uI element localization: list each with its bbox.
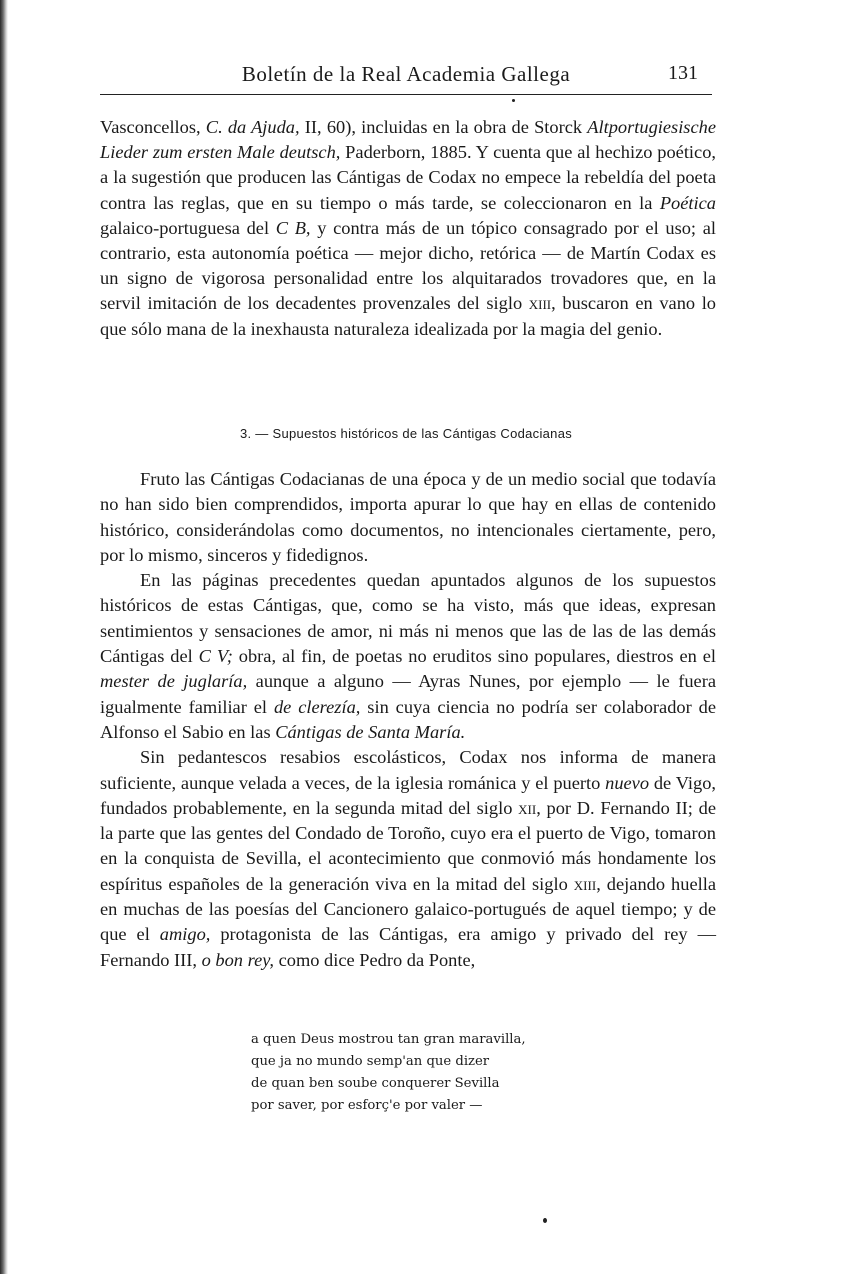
text-run: protagonista de las Cántigas, era amigo y privado del rey — Fernando III,	[100, 924, 716, 970]
italic-run: C V;	[198, 646, 233, 667]
paragraph-2	[100, 568, 716, 745]
paragraph-1: Fruto las Cántigas Codacianas de una época y de un medio social que todavía no han sido bien comprendidos, importa apurar lo que hay en ellas de contenido histórico, considerándolas como documentos, no intencionales ciertamente, pero, por lo mismo, sinceros y fidedignos.	[100, 469, 716, 565]
section-body	[100, 467, 716, 973]
italic-run: o bon rey,	[201, 949, 274, 970]
print-speck	[543, 1218, 547, 1223]
text-run: II, 60), incluidas en la obra de Storck	[299, 117, 588, 137]
text-run: de Vigo, fundados probablemente, en la segunda mitad del siglo	[100, 772, 716, 818]
smallcaps-run: xiii	[573, 873, 597, 894]
italic-run: amigo,	[159, 924, 211, 945]
smallcaps-run: xiii	[528, 293, 552, 314]
italic-run: de clerezía,	[273, 696, 361, 717]
text-run: obra, al fin, de poetas no eruditos sino populares, diestros en el	[232, 646, 717, 667]
section-heading: 3. — Supuestos históricos de las Cántigas Codacianas	[239, 426, 573, 441]
verse-line: de quan ben soube conquerer Sevilla	[251, 1076, 500, 1091]
journal-title: Boletín de la Real Academia Gallega	[241, 62, 571, 86]
text-run: En las páginas precedentes quedan apuntados algunos de los supuestos históricos de estas Cántigas, que, como se ha visto, más que ideas, expresan sentimientos y sensaciones de amor, ni más ni menos que las de las de las demás Cántigas del	[100, 570, 716, 667]
verse-quotation	[251, 1029, 611, 1117]
page-number: 131	[668, 62, 698, 84]
paragraph-3	[100, 745, 716, 973]
intro-paragraph-block	[100, 115, 716, 342]
italic-run: C B,	[275, 217, 311, 238]
text-run: Sin pedantescos resabios escolásticos, Codax nos informa de manera suficiente, aunque velada a veces, de la iglesia románica y el puerto	[100, 747, 716, 793]
text-run: Paderborn, 1885. Y cuenta que al hechizo poético, a la sugestión que producen las Cántigas de Codax no empece la rebeldía del poeta contra las reglas, que en su tiempo o más tarde, se coleccionaron en la	[100, 142, 717, 213]
verse-line: por saver, por esforç'e por valer —	[251, 1098, 483, 1113]
verse-line: a quen Deus mostrou tan gran maravilla,	[251, 1032, 526, 1047]
italic-run: mester de juglaría,	[100, 671, 248, 692]
running-header	[100, 60, 712, 100]
text-run: como dice Pedro da Ponte,	[273, 949, 476, 970]
text-run: sin cuya ciencia no podría ser colaborador de Alfonso el Sabio en las	[100, 696, 716, 742]
italic-run: Cántigas de Santa María.	[275, 721, 466, 742]
page-binding-edge	[0, 0, 8, 1274]
text-run: , buscaron en vano lo que sólo mana de la inexhausta naturaleza idealizada por la magia del genio.	[100, 293, 717, 339]
text-run: aunque a alguno — Ayras Nunes, por ejemplo — le fuera igualmente familiar el	[100, 671, 716, 717]
text-run: y contra más de un tópico consagrado por el uso; al contrario, esta autonomía poética — mejor dicho, retórica — de Martín Codax es un signo de vigorosa personalidad entre los alquitarados trovadores que, en la servil imitación de los decadentes provenzales del siglo	[100, 217, 716, 314]
italic-run: Altportugiesische Lieder zum ersten Male deutsch,	[100, 117, 716, 163]
verse-line: que ja no mundo semp'an que dizer	[251, 1054, 490, 1069]
header-rule	[100, 94, 712, 95]
intro-paragraph	[100, 115, 716, 342]
italic-run: nuevo	[605, 772, 650, 793]
text-run: Vasconcellos,	[100, 117, 206, 137]
text-run: galaico-portuguesa del	[100, 217, 276, 238]
text-run: , dejando huella en muchas de las poesías del Cancionero galaico-portugués de aquel tiempo; y de que el	[100, 873, 716, 945]
italic-run: C. da Ajuda,	[205, 117, 300, 137]
text-run: , por D. Fernando II; de la parte que las gentes del Condado de Toroño, cuyo era el puerto de Vigo, tomaron en la conquista de Sevilla, el acontecimiento que conmovió más hondamente los espíritus españoles de la generación viva en la mitad del siglo	[100, 797, 716, 894]
print-speck	[512, 99, 515, 102]
italic-run: Poética	[659, 192, 716, 213]
smallcaps-run: xii	[518, 797, 537, 818]
